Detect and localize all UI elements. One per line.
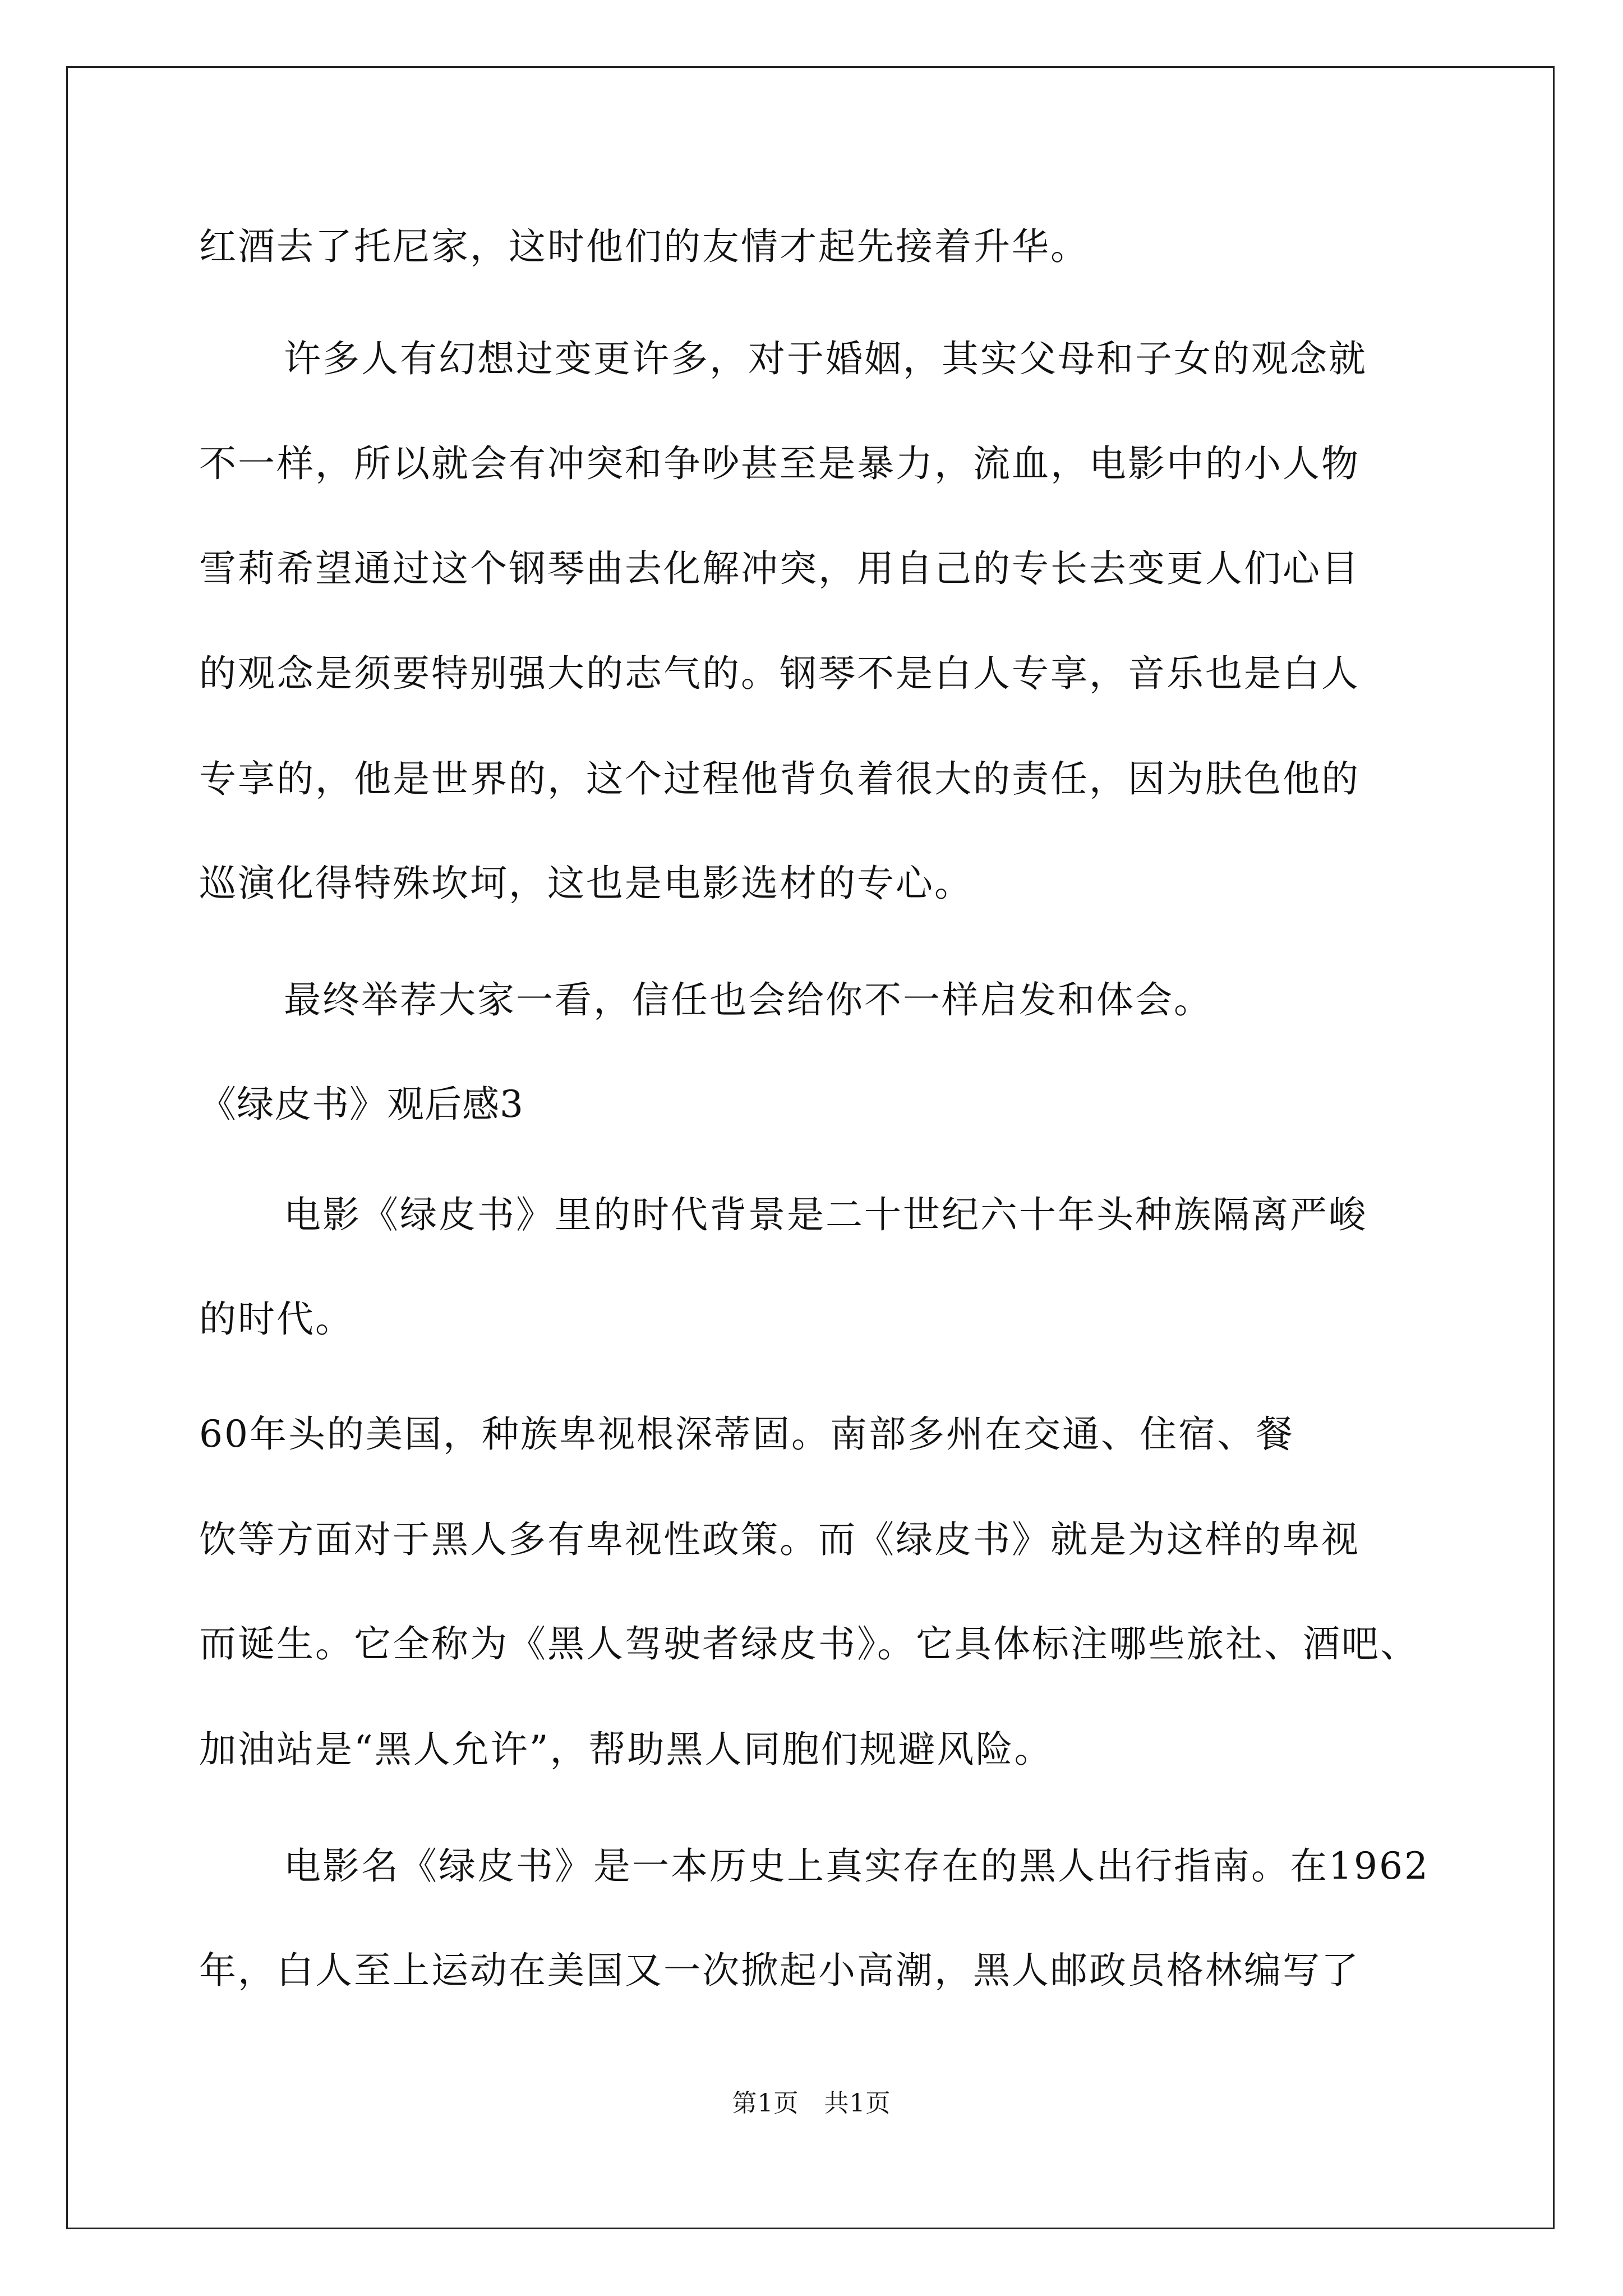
body-line: 许多人有幻想过变更许多，对于婚姻，其实父母和子女的观念就 [284,337,1367,380]
body-line: 年，白人至上运动在美国又一次掀起小高潮，黑人邮政员格林编写了 [199,1949,1360,1992]
body-line: 而诞生。它全称为《黑人驾驶者绿皮书》。它具体标注哪些旅社、酒吧、 [199,1622,1419,1665]
body-line: 的观念是须要特别强大的志气的。钢琴不是白人专享，音乐也是白人 [199,652,1360,695]
body-line: 60年头的美国，种族卑视根深蒂固。南部多州在交通、住宿、餐 [199,1412,1294,1456]
body-line: 的时代。 [199,1297,354,1341]
body-line: 巡演化得特殊坎坷，这也是电影选材的专心。 [199,862,973,905]
page-footer: 第1页 共1页 [732,2089,891,2118]
page-border [66,66,1555,2229]
body-line: 饮等方面对于黑人多有卑视性政策。而《绿皮书》就是为这样的卑视 [199,1518,1360,1561]
body-line: 电影名《绿皮书》是一本历史上真实存在的黑人出行指南。在1962 [284,1844,1430,1888]
body-line: 电影《绿皮书》里的时代背景是二十世纪六十年头种族隔离严峻 [284,1193,1367,1236]
body-line: 最终举荐大家一看，信任也会给你不一样启发和体会。 [284,978,1212,1022]
body-line: 雪莉希望通过这个钢琴曲去化解冲突，用自己的专长去变更人们心目 [199,547,1360,590]
body-line: 红酒去了托尼家，这时他们的友情才起先接着升华。 [199,225,1089,268]
body-line: 不一样，所以就会有冲突和争吵甚至是暴力，流血，电影中的小人物 [199,442,1360,485]
body-line: 专享的，他是世界的，这个过程他背负着很大的责任，因为肤色他的 [199,757,1360,800]
section-heading: 《绿皮书》观后感3 [199,1083,524,1126]
body-line: 加油站是“黑人允许”，帮助黑人同胞们规避风险。 [199,1728,1053,1771]
